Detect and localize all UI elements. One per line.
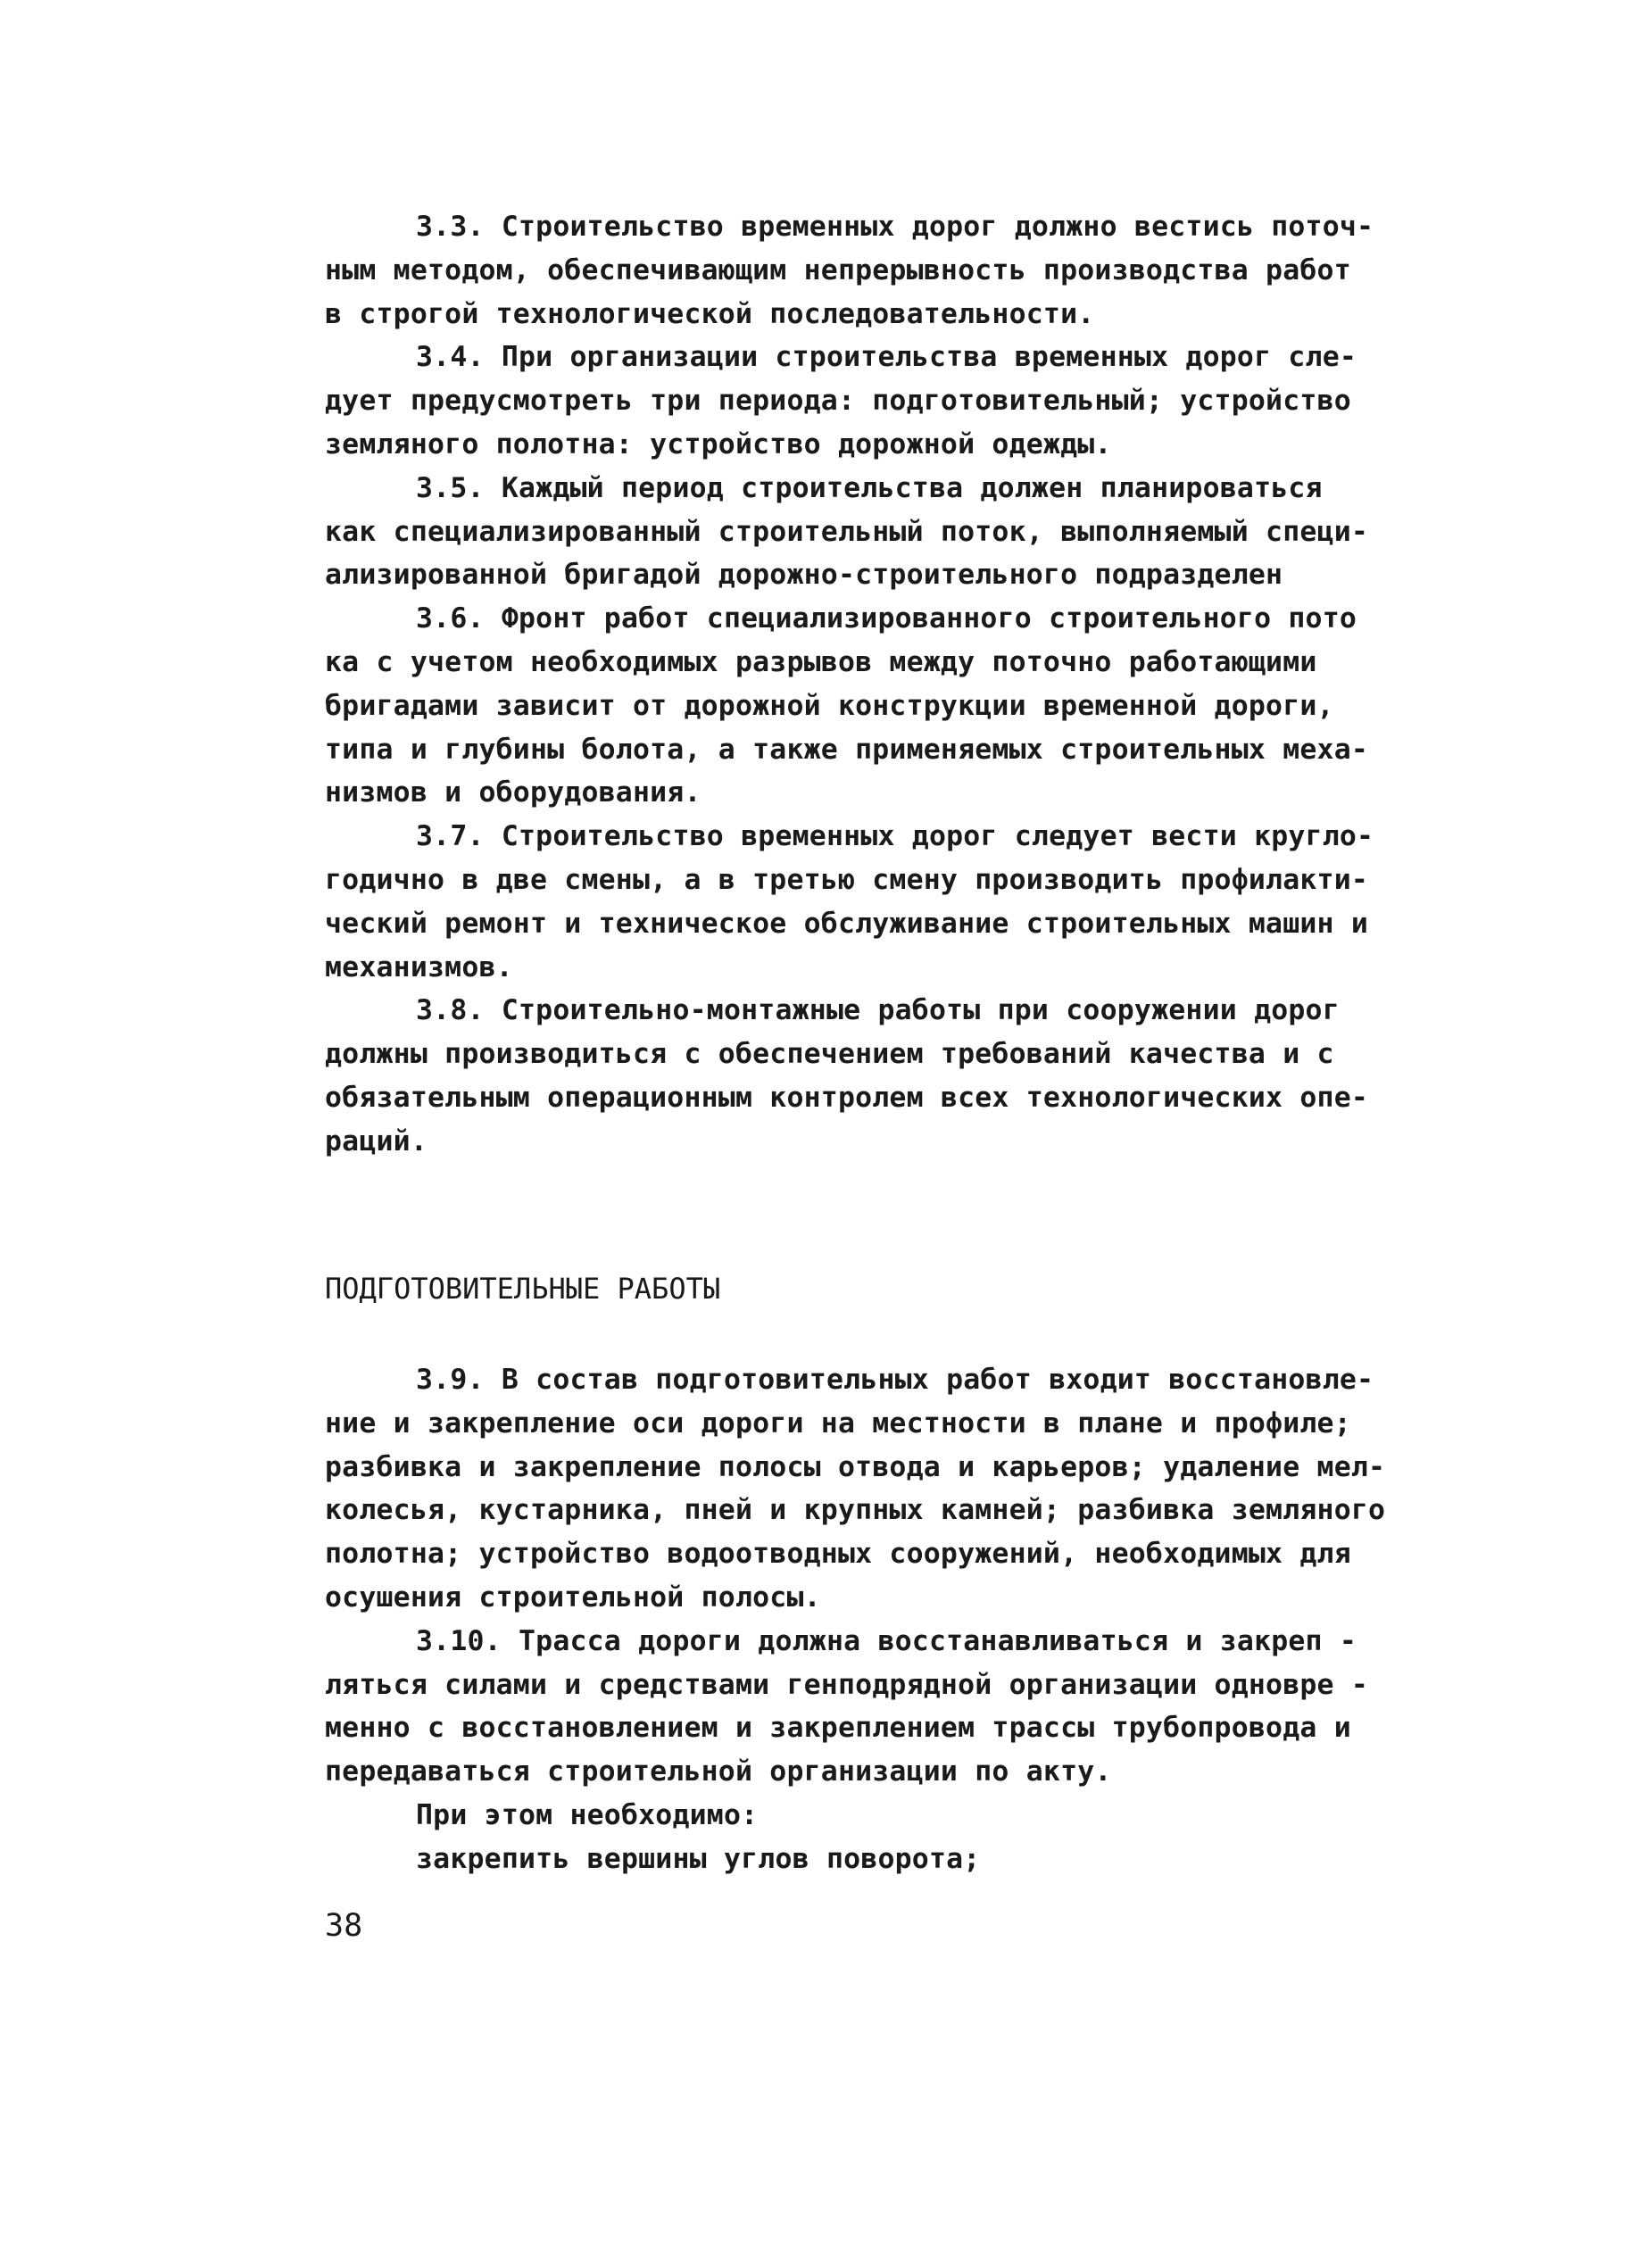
paragraph-line: колесья, кустарника, пней и крупных камней; разбивка земляного [325,1494,1386,1527]
paragraph-line: ляться силами и средствами генподрядной организации одновре - [325,1668,1369,1701]
paragraph-line: При этом необходимо: [416,1798,759,1831]
paragraph-line: ка с учетом необходимых разрывов между поточно работающими [325,645,1317,678]
paragraph-line: 3.7. Строительство временных дорог следует вести кругло- [416,820,1374,853]
paragraph-line: в строгой технологической последовательности. [325,297,1095,330]
paragraph-line: ние и закрепление оси дороги на местности в плане и профиле; [325,1406,1351,1440]
section-heading: ПОДГОТОВИТЕЛЬНЫЕ РАБОТЫ [325,1272,721,1306]
paragraph-line: механизмов. [325,950,513,983]
paragraph-line: как специализированный строительный поток, выполняемый специ- [325,515,1369,548]
paragraph-line: 3.4. При организации строительства временных дорог сле- [416,341,1357,374]
paragraph-line: 3.9. В состав подготовительных работ входит восстановле- [416,1364,1374,1396]
paragraph-line: разбивка и закрепление полосы отвода и карьеров; удаление мел- [325,1450,1386,1483]
paragraph-line: дует предусмотреть три периода: подготовительный; устройство [325,385,1351,418]
paragraph-line: ным методом, обеспечивающим непрерывность производства работ [325,253,1351,286]
paragraph-line: 3.3. Строительство временных дорог должно вестись поточ- [416,211,1374,243]
paragraph-line: земляного полотна: устройство дорожной одежды. [325,427,1112,461]
paragraph-line: раций. [325,1124,428,1158]
paragraph-line: осушения строительной полосы. [325,1581,821,1614]
paragraph-line: должны производиться с обеспечением требований качества и с [325,1038,1334,1071]
paragraph-line: типа и глубины болота, а также применяемых строительных меха- [325,733,1369,766]
paragraph-line: 3.5. Каждый период строительства должен планироваться [416,471,1323,504]
page-number: 38 [325,1908,363,1944]
paragraph-line: 3.6. Фронт работ специализированного строительного пото [416,602,1357,635]
paragraph-line: закрепить вершины углов поворота; [416,1842,981,1875]
paragraph-line: ческий ремонт и техническое обслуживание строительных машин и [325,907,1369,940]
paragraph-line: годично в две смены, а в третью смену производить профилакти- [325,863,1369,896]
paragraph-line: полотна; устройство водоотводных сооружений, необходимых для [325,1538,1351,1571]
paragraph-line: бригадами зависит от дорожной конструкции временной дороги, [325,689,1334,722]
text-block-preparatory [325,1358,1458,1881]
text-block-general [325,205,1458,1164]
paragraph-line: обязательным операционным контролем всех технологических опе- [325,1081,1369,1114]
paragraph-line: менно с восстановлением и закреплением трассы трубопровода и [325,1712,1351,1745]
paragraph-line: ализированной бригадой дорожно-строительного подразделен [325,559,1283,592]
paragraph-line: низмов и оборудования. [325,776,701,809]
paragraph-line: 3.8. Строительно-монтажные работы при сооружении дорог [416,994,1340,1027]
paragraph-line: 3.10. Трасса дороги должна восстанавливаться и закреп - [416,1624,1357,1657]
paragraph-line: передаваться строительной организации по акту. [325,1755,1112,1788]
